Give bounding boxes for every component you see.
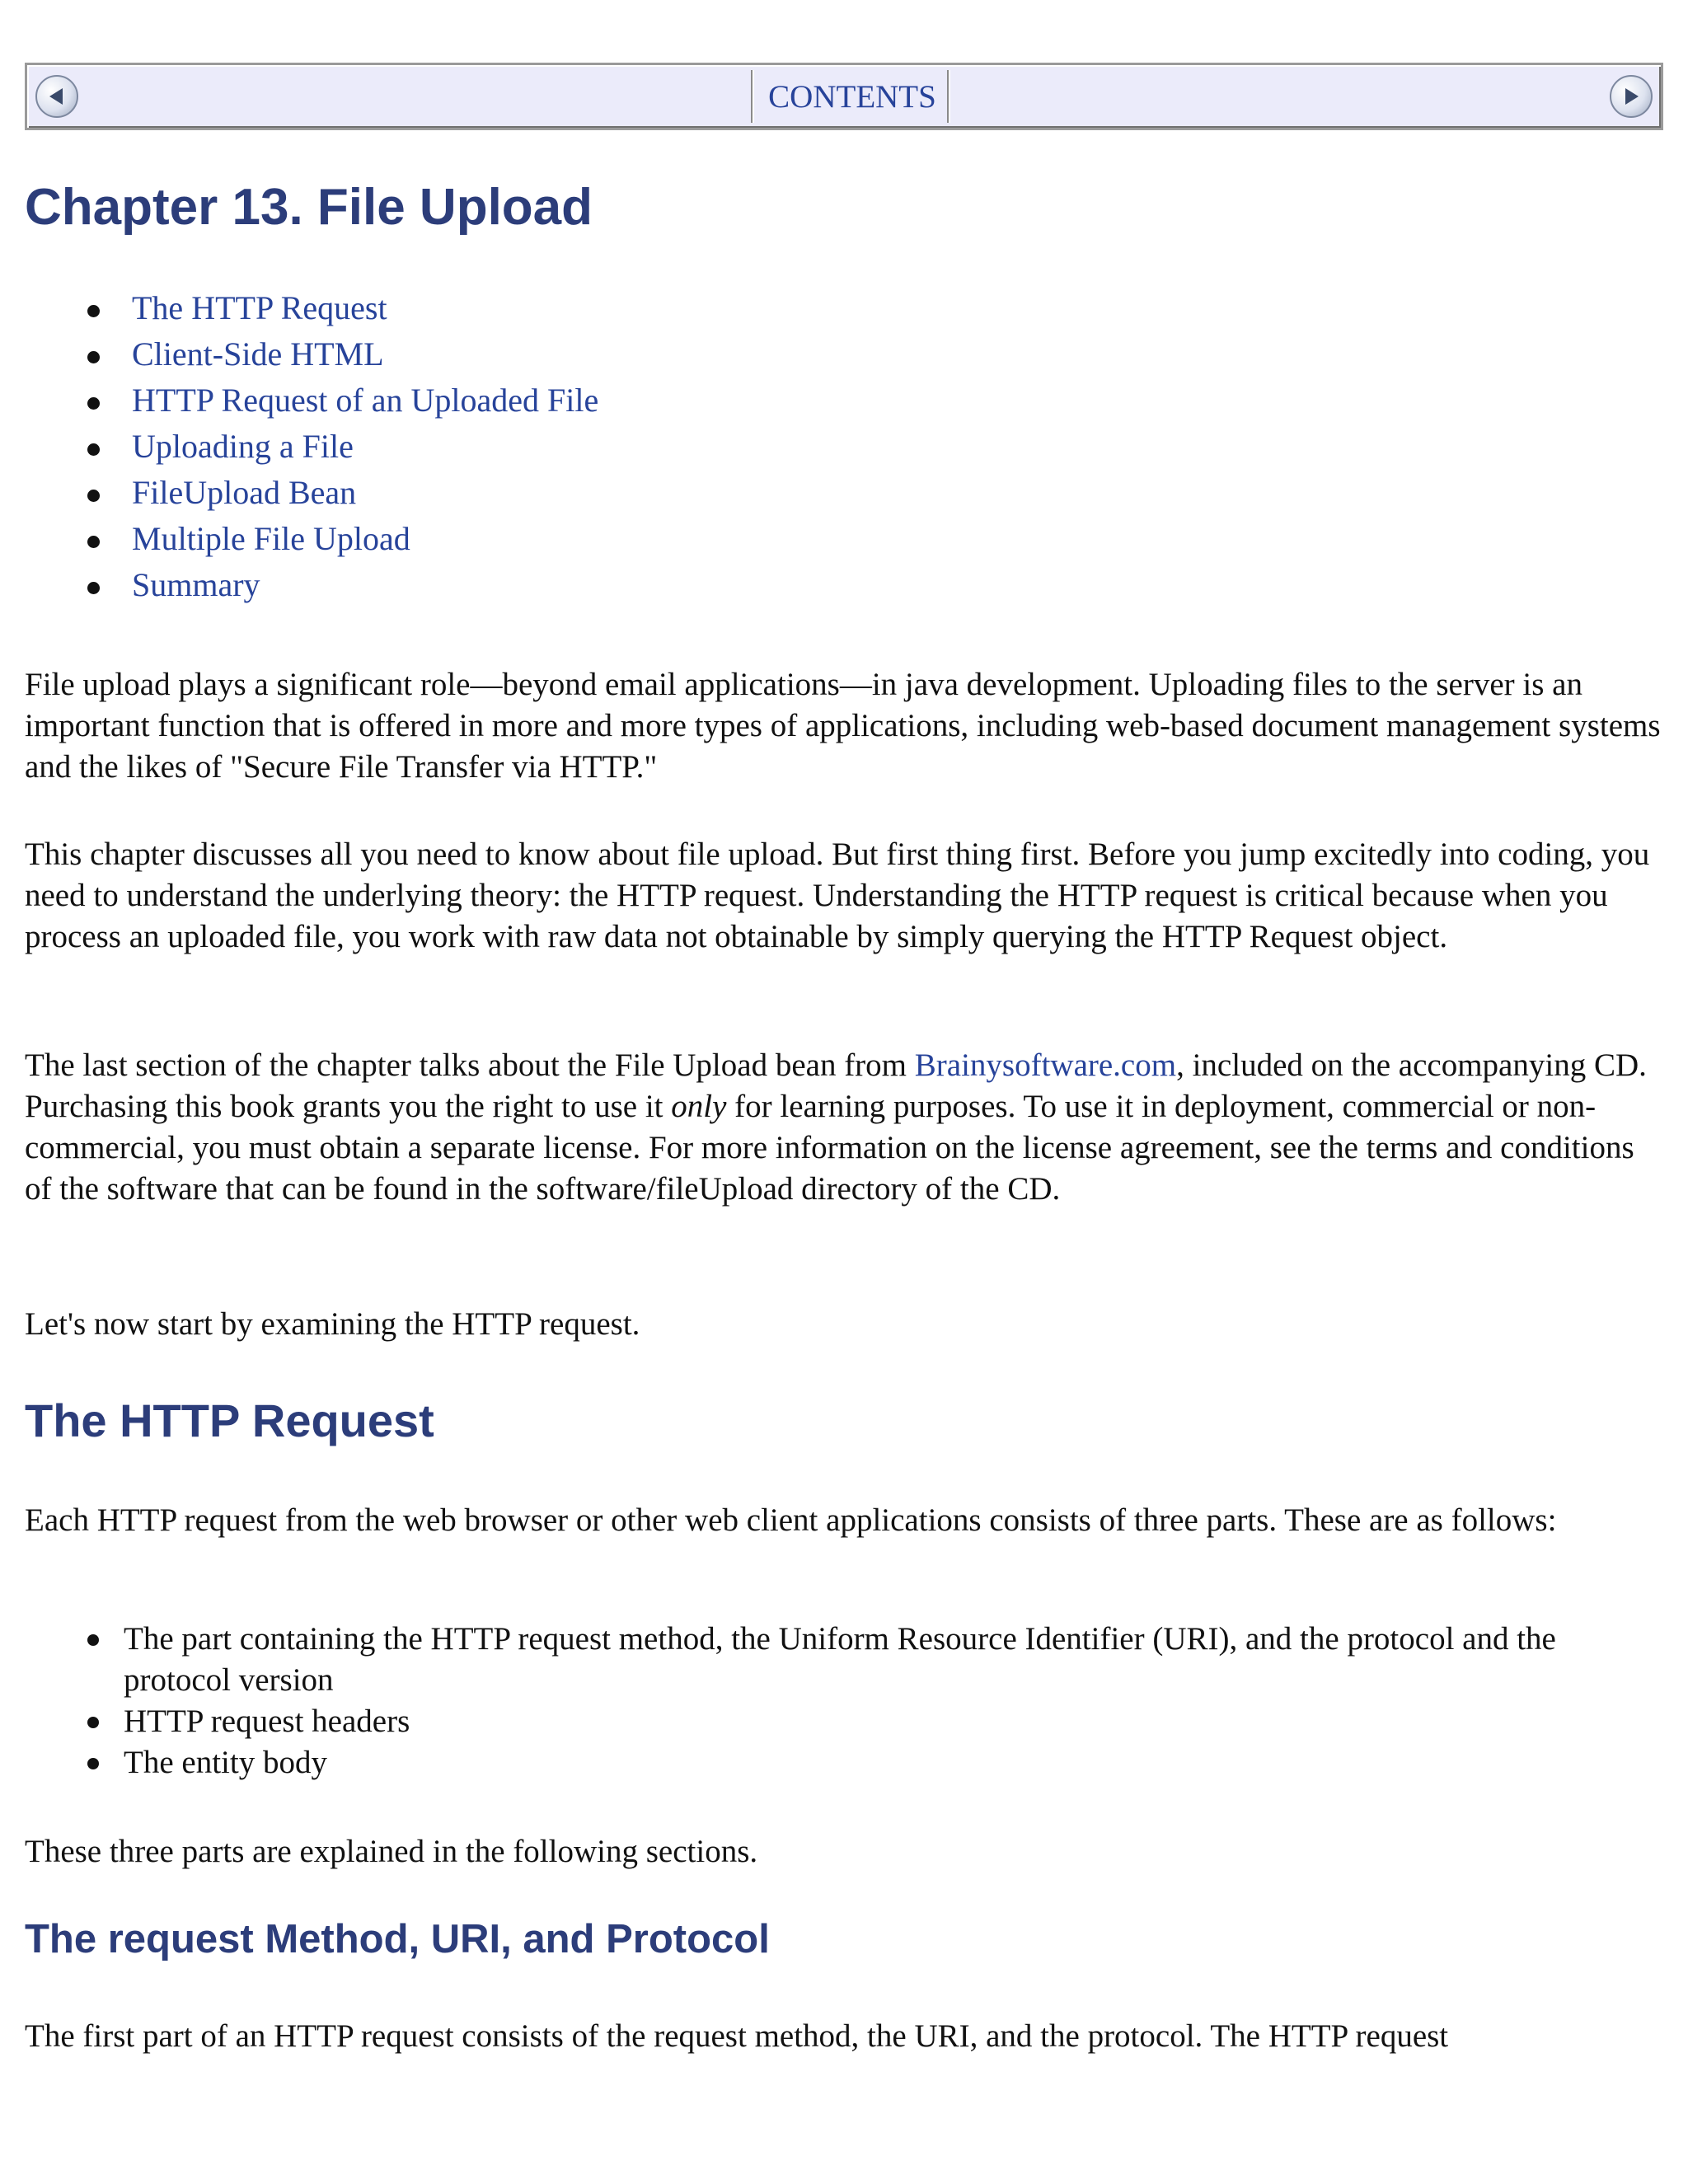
section-title-http-request: The HTTP Request [25,1394,434,1446]
toc-item [25,470,598,516]
page [25,63,1663,2054]
emphasis-text: only [671,1089,727,1124]
intro-paragraph-3 [25,1045,1665,1210]
toc-item [25,516,598,562]
toc-link[interactable]: The HTTP Request [132,289,387,326]
paragraph-text: , included on the accompanying CD. Purchasing this book grants you the right to use it [25,1047,1647,1124]
brainysoftware-link[interactable]: Brainysoftware.com [914,1047,1177,1083]
toc-item [25,562,598,608]
next-page-button[interactable] [1610,75,1653,118]
nav-separator [751,70,754,123]
paragraph-text: The last section of the chapter talks about the File Upload bean from [25,1047,915,1083]
toc-item [25,331,598,377]
navigation-bar [25,63,1663,130]
section-title-method-uri-protocol: The request Method, URI, and Protocol [25,1917,770,1961]
intro-paragraph-4: Let's now start by examining the HTTP request. [25,1306,640,1342]
method-paragraph-1: The first part of an HTTP request consists of the request method, the URI, and the protocol. The HTTP request [25,2018,1449,2054]
list-item: HTTP request headers [25,1701,1665,1742]
request-parts-list [25,1619,1665,1783]
nav-separator [947,70,950,123]
toc-item [25,424,598,470]
list-item: The entity body [25,1742,1665,1783]
table-of-contents [25,285,598,608]
toc-link[interactable]: FileUpload Bean [132,474,357,511]
http-paragraph-2: These three parts are explained in the following sections. [25,1834,758,1869]
contents-link[interactable]: CONTENTS [768,78,936,115]
previous-page-button[interactable] [35,75,78,118]
list-item: The part containing the HTTP request method, the Uniform Resource Identifier (URI), and the protocol and the protocol version [25,1619,1665,1701]
toc-link[interactable]: Client-Side HTML [132,335,384,373]
paragraph-text: for learning purposes. To use it in deployment, commercial or non-commercial, you must obtain a separate license. For more information on the license agreement, see the terms and conditions of the software that can be found in the software/fileUpload directory of the CD. [25,1089,1634,1207]
toc-link[interactable]: Multiple File Upload [132,520,410,557]
intro-paragraph-2: This chapter discusses all you need to know about file upload. But first thing first. Before you jump excitedly into coding, you need to understand the underlying theory: the HTTP request. Understanding the HTTP request is critical because when you process an uploaded file, you work with raw data not obtainable by simply querying the HTTP Request object. [25,837,1650,954]
chapter-title: Chapter 13. File Upload [25,179,593,236]
toc-link[interactable]: Uploading a File [132,428,354,465]
toc-link[interactable]: HTTP Request of an Uploaded File [132,382,599,419]
left-arrow-icon [45,84,69,109]
right-arrow-icon [1619,84,1643,109]
intro-paragraph-1: File upload plays a significant role—beyond email applications—in java development. Uploading files to the server is an important function that is offered in more and more types of applications, including web-based document management systems and the likes of "Secure File Transfer via HTTP." [25,667,1661,785]
toc-item [25,377,598,424]
toc-link[interactable]: Summary [132,566,260,603]
toc-item [25,285,598,331]
http-paragraph-1: Each HTTP request from the web browser or other web client applications consists of three parts. These are as follows: [25,1502,1557,1538]
